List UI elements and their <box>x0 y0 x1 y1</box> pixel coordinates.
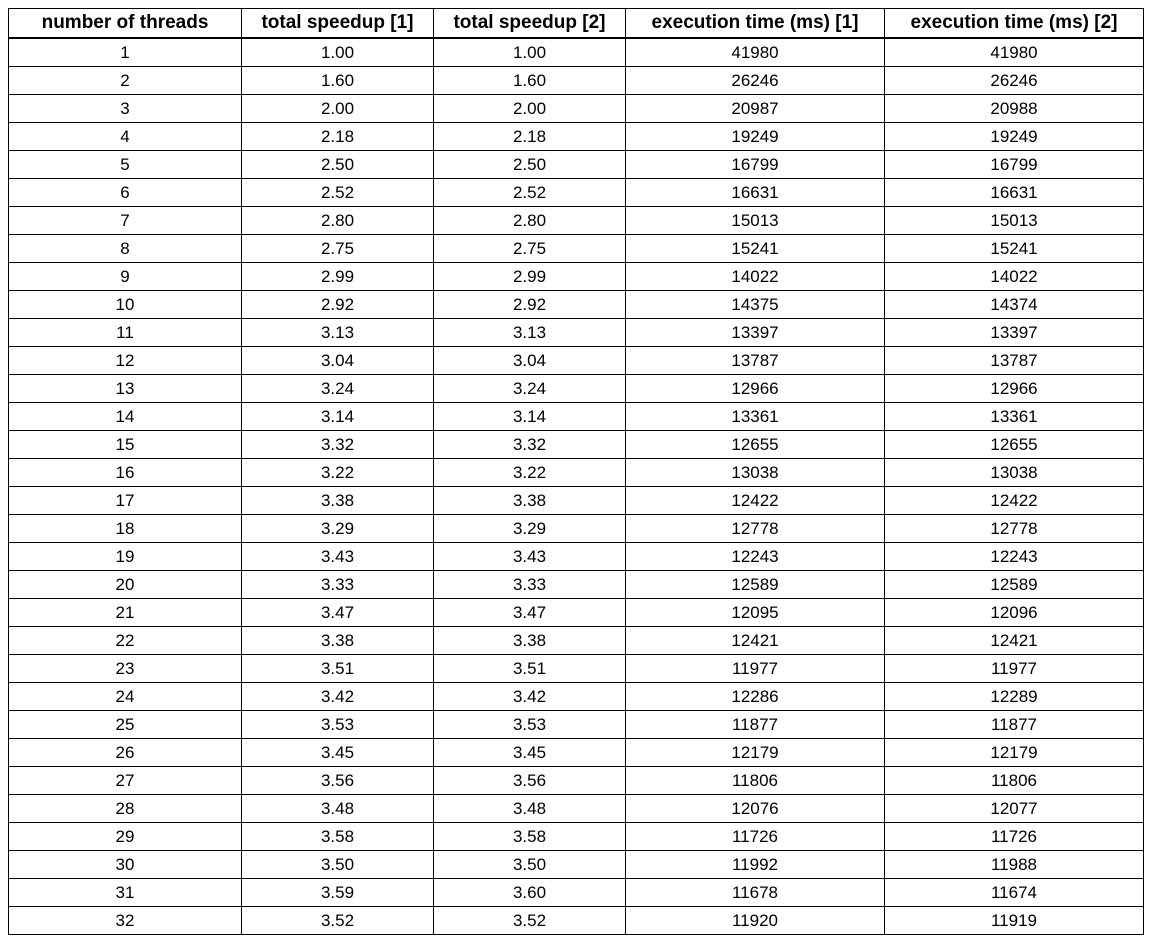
table-row <box>9 627 1144 655</box>
cell-threads: 23 <box>9 655 242 683</box>
cell-exec-time-2: 11726 <box>885 823 1144 851</box>
cell-threads: 15 <box>9 431 242 459</box>
cell-exec-time-1: 11678 <box>626 879 885 907</box>
cell-exec-time-1: 11806 <box>626 767 885 795</box>
table-row <box>9 263 1144 291</box>
cell-speedup-2: 2.92 <box>434 291 626 319</box>
cell-speedup-1: 3.53 <box>242 711 434 739</box>
cell-speedup-2: 2.00 <box>434 95 626 123</box>
cell-exec-time-1: 26246 <box>626 67 885 95</box>
cell-speedup-2: 3.51 <box>434 655 626 683</box>
cell-exec-time-2: 16631 <box>885 179 1144 207</box>
cell-threads: 6 <box>9 179 242 207</box>
cell-threads: 16 <box>9 459 242 487</box>
cell-threads: 24 <box>9 683 242 711</box>
cell-threads: 26 <box>9 739 242 767</box>
cell-speedup-1: 3.14 <box>242 403 434 431</box>
cell-exec-time-2: 11977 <box>885 655 1144 683</box>
table-row <box>9 543 1144 571</box>
cell-speedup-2: 3.38 <box>434 487 626 515</box>
cell-exec-time-1: 12421 <box>626 627 885 655</box>
cell-exec-time-2: 15241 <box>885 235 1144 263</box>
cell-threads: 7 <box>9 207 242 235</box>
cell-exec-time-2: 12655 <box>885 431 1144 459</box>
cell-speedup-2: 2.18 <box>434 123 626 151</box>
cell-exec-time-2: 14374 <box>885 291 1144 319</box>
cell-exec-time-1: 14375 <box>626 291 885 319</box>
table-row <box>9 347 1144 375</box>
cell-speedup-1: 2.75 <box>242 235 434 263</box>
cell-exec-time-1: 13361 <box>626 403 885 431</box>
cell-speedup-1: 3.13 <box>242 319 434 347</box>
cell-exec-time-1: 11920 <box>626 907 885 935</box>
cell-speedup-2: 3.29 <box>434 515 626 543</box>
cell-speedup-1: 3.24 <box>242 375 434 403</box>
cell-speedup-1: 3.51 <box>242 655 434 683</box>
cell-exec-time-2: 12778 <box>885 515 1144 543</box>
cell-exec-time-2: 16799 <box>885 151 1144 179</box>
results-table-container <box>8 8 1144 935</box>
cell-exec-time-1: 12286 <box>626 683 885 711</box>
table-row <box>9 123 1144 151</box>
cell-threads: 3 <box>9 95 242 123</box>
cell-threads: 30 <box>9 851 242 879</box>
cell-exec-time-1: 13397 <box>626 319 885 347</box>
cell-threads: 12 <box>9 347 242 375</box>
cell-speedup-2: 3.52 <box>434 907 626 935</box>
cell-exec-time-1: 12243 <box>626 543 885 571</box>
cell-speedup-2: 2.99 <box>434 263 626 291</box>
cell-exec-time-2: 11988 <box>885 851 1144 879</box>
table-row <box>9 683 1144 711</box>
cell-speedup-1: 3.29 <box>242 515 434 543</box>
header-total-speedup-1: total speedup [1] <box>242 9 434 39</box>
table-row <box>9 207 1144 235</box>
table-row <box>9 515 1144 543</box>
cell-speedup-2: 3.22 <box>434 459 626 487</box>
cell-speedup-2: 2.75 <box>434 235 626 263</box>
cell-exec-time-2: 12096 <box>885 599 1144 627</box>
cell-exec-time-1: 15013 <box>626 207 885 235</box>
cell-speedup-1: 3.33 <box>242 571 434 599</box>
cell-threads: 22 <box>9 627 242 655</box>
cell-threads: 8 <box>9 235 242 263</box>
cell-exec-time-2: 11877 <box>885 711 1144 739</box>
cell-speedup-2: 3.48 <box>434 795 626 823</box>
cell-exec-time-2: 26246 <box>885 67 1144 95</box>
table-row <box>9 375 1144 403</box>
cell-speedup-2: 3.43 <box>434 543 626 571</box>
cell-exec-time-1: 12179 <box>626 739 885 767</box>
cell-speedup-1: 3.45 <box>242 739 434 767</box>
cell-threads: 4 <box>9 123 242 151</box>
cell-exec-time-2: 19249 <box>885 123 1144 151</box>
cell-speedup-2: 3.42 <box>434 683 626 711</box>
table-row <box>9 319 1144 347</box>
cell-speedup-1: 2.92 <box>242 291 434 319</box>
cell-exec-time-1: 12778 <box>626 515 885 543</box>
cell-speedup-2: 3.13 <box>434 319 626 347</box>
cell-speedup-2: 3.56 <box>434 767 626 795</box>
cell-threads: 13 <box>9 375 242 403</box>
table-row <box>9 851 1144 879</box>
header-execution-time-1: execution time (ms) [1] <box>626 9 885 39</box>
cell-speedup-2: 3.24 <box>434 375 626 403</box>
cell-threads: 5 <box>9 151 242 179</box>
cell-threads: 2 <box>9 67 242 95</box>
cell-exec-time-2: 13038 <box>885 459 1144 487</box>
cell-speedup-1: 3.38 <box>242 627 434 655</box>
cell-threads: 14 <box>9 403 242 431</box>
cell-threads: 9 <box>9 263 242 291</box>
cell-exec-time-2: 12179 <box>885 739 1144 767</box>
table-row <box>9 151 1144 179</box>
cell-threads: 11 <box>9 319 242 347</box>
cell-exec-time-2: 14022 <box>885 263 1144 291</box>
cell-threads: 32 <box>9 907 242 935</box>
cell-exec-time-1: 15241 <box>626 235 885 263</box>
header-number-of-threads: number of threads <box>9 9 242 39</box>
cell-threads: 25 <box>9 711 242 739</box>
cell-speedup-1: 1.00 <box>242 38 434 67</box>
table-row <box>9 179 1144 207</box>
table-row <box>9 38 1144 67</box>
cell-speedup-1: 3.58 <box>242 823 434 851</box>
cell-exec-time-1: 12076 <box>626 795 885 823</box>
cell-speedup-1: 2.99 <box>242 263 434 291</box>
cell-exec-time-1: 14022 <box>626 263 885 291</box>
cell-speedup-1: 2.80 <box>242 207 434 235</box>
cell-threads: 19 <box>9 543 242 571</box>
cell-exec-time-1: 13038 <box>626 459 885 487</box>
cell-speedup-2: 3.47 <box>434 599 626 627</box>
cell-speedup-2: 3.04 <box>434 347 626 375</box>
cell-exec-time-2: 20988 <box>885 95 1144 123</box>
cell-speedup-2: 3.53 <box>434 711 626 739</box>
cell-speedup-1: 2.00 <box>242 95 434 123</box>
cell-speedup-2: 3.45 <box>434 739 626 767</box>
cell-exec-time-1: 12095 <box>626 599 885 627</box>
cell-speedup-2: 3.60 <box>434 879 626 907</box>
table-row <box>9 879 1144 907</box>
cell-exec-time-1: 11726 <box>626 823 885 851</box>
cell-speedup-1: 3.22 <box>242 459 434 487</box>
cell-speedup-2: 2.80 <box>434 207 626 235</box>
table-row <box>9 739 1144 767</box>
table-row <box>9 235 1144 263</box>
cell-exec-time-1: 16799 <box>626 151 885 179</box>
cell-exec-time-2: 12243 <box>885 543 1144 571</box>
cell-threads: 21 <box>9 599 242 627</box>
cell-exec-time-1: 11877 <box>626 711 885 739</box>
table-header <box>9 9 1144 39</box>
cell-exec-time-2: 12289 <box>885 683 1144 711</box>
cell-speedup-1: 3.43 <box>242 543 434 571</box>
cell-speedup-1: 3.04 <box>242 347 434 375</box>
cell-speedup-2: 3.32 <box>434 431 626 459</box>
results-table <box>8 8 1144 935</box>
cell-threads: 29 <box>9 823 242 851</box>
cell-speedup-1: 3.52 <box>242 907 434 935</box>
cell-exec-time-2: 11674 <box>885 879 1144 907</box>
cell-speedup-2: 3.50 <box>434 851 626 879</box>
cell-threads: 10 <box>9 291 242 319</box>
cell-speedup-1: 2.52 <box>242 179 434 207</box>
table-row <box>9 403 1144 431</box>
cell-speedup-1: 2.18 <box>242 123 434 151</box>
cell-threads: 17 <box>9 487 242 515</box>
table-body <box>9 38 1144 935</box>
header-total-speedup-2: total speedup [2] <box>434 9 626 39</box>
cell-threads: 31 <box>9 879 242 907</box>
cell-speedup-1: 3.32 <box>242 431 434 459</box>
table-row <box>9 711 1144 739</box>
cell-exec-time-2: 41980 <box>885 38 1144 67</box>
cell-threads: 1 <box>9 38 242 67</box>
cell-speedup-2: 3.38 <box>434 627 626 655</box>
cell-speedup-1: 2.50 <box>242 151 434 179</box>
cell-speedup-2: 2.52 <box>434 179 626 207</box>
table-row <box>9 67 1144 95</box>
cell-exec-time-1: 12966 <box>626 375 885 403</box>
cell-speedup-1: 1.60 <box>242 67 434 95</box>
cell-exec-time-2: 13361 <box>885 403 1144 431</box>
cell-threads: 20 <box>9 571 242 599</box>
cell-exec-time-1: 19249 <box>626 123 885 151</box>
cell-exec-time-2: 13787 <box>885 347 1144 375</box>
cell-speedup-2: 2.50 <box>434 151 626 179</box>
table-row <box>9 431 1144 459</box>
table-row <box>9 95 1144 123</box>
cell-speedup-1: 3.59 <box>242 879 434 907</box>
cell-threads: 28 <box>9 795 242 823</box>
table-row <box>9 767 1144 795</box>
cell-speedup-2: 3.58 <box>434 823 626 851</box>
cell-speedup-2: 1.60 <box>434 67 626 95</box>
cell-exec-time-2: 15013 <box>885 207 1144 235</box>
cell-speedup-1: 3.50 <box>242 851 434 879</box>
cell-exec-time-1: 41980 <box>626 38 885 67</box>
table-row <box>9 599 1144 627</box>
cell-speedup-1: 3.48 <box>242 795 434 823</box>
table-row <box>9 907 1144 935</box>
cell-exec-time-1: 12589 <box>626 571 885 599</box>
cell-exec-time-2: 12421 <box>885 627 1144 655</box>
table-row <box>9 823 1144 851</box>
cell-speedup-2: 1.00 <box>434 38 626 67</box>
cell-exec-time-1: 13787 <box>626 347 885 375</box>
cell-speedup-1: 3.42 <box>242 683 434 711</box>
cell-exec-time-2: 13397 <box>885 319 1144 347</box>
cell-speedup-2: 3.14 <box>434 403 626 431</box>
table-row <box>9 459 1144 487</box>
cell-speedup-2: 3.33 <box>434 571 626 599</box>
cell-threads: 27 <box>9 767 242 795</box>
cell-exec-time-1: 11992 <box>626 851 885 879</box>
cell-exec-time-2: 11919 <box>885 907 1144 935</box>
cell-exec-time-1: 16631 <box>626 179 885 207</box>
cell-speedup-1: 3.38 <box>242 487 434 515</box>
table-row <box>9 291 1144 319</box>
cell-exec-time-2: 12966 <box>885 375 1144 403</box>
table-row <box>9 795 1144 823</box>
cell-exec-time-2: 11806 <box>885 767 1144 795</box>
cell-threads: 18 <box>9 515 242 543</box>
cell-exec-time-2: 12589 <box>885 571 1144 599</box>
cell-exec-time-2: 12422 <box>885 487 1144 515</box>
table-row <box>9 571 1144 599</box>
cell-exec-time-1: 11977 <box>626 655 885 683</box>
table-row <box>9 487 1144 515</box>
header-row <box>9 9 1144 39</box>
cell-exec-time-1: 12655 <box>626 431 885 459</box>
cell-speedup-1: 3.47 <box>242 599 434 627</box>
table-row <box>9 655 1144 683</box>
cell-exec-time-2: 12077 <box>885 795 1144 823</box>
cell-speedup-1: 3.56 <box>242 767 434 795</box>
header-execution-time-2: execution time (ms) [2] <box>885 9 1144 39</box>
cell-exec-time-1: 12422 <box>626 487 885 515</box>
cell-exec-time-1: 20987 <box>626 95 885 123</box>
